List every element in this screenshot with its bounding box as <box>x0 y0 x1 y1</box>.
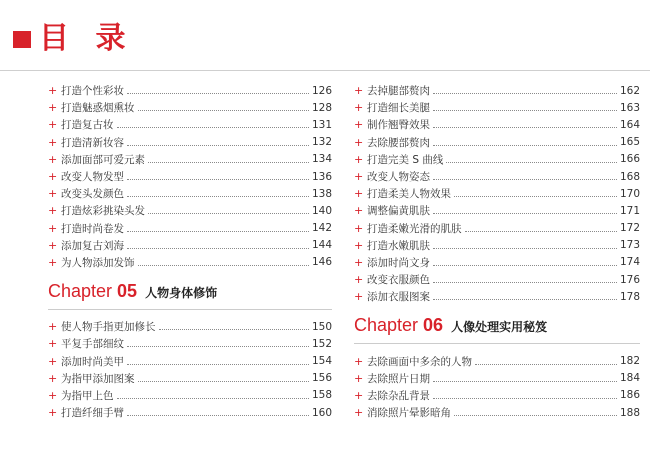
chapter-title: 人物身体修饰 <box>145 286 218 301</box>
chapter-title: 人像处理实用秘笈 <box>451 320 548 335</box>
plus-bullet-icon: + <box>48 118 58 132</box>
page-title: 目 录 <box>39 21 134 56</box>
toc-entry-page: 152 <box>311 337 332 350</box>
toc-entry <box>48 318 332 335</box>
toc-entry <box>48 168 332 185</box>
dot-leader <box>454 415 617 416</box>
toc-entry-page: 174 <box>619 256 640 269</box>
toc-entry-page: 176 <box>619 273 640 286</box>
toc-entry-title: 打造纤细手臂 <box>61 407 124 420</box>
toc-entry <box>354 202 640 219</box>
toc-entry-page: 166 <box>619 153 640 166</box>
toc-entry-title: 打造柔嫩光滑的肌肤 <box>367 222 462 235</box>
toc-entry-page: 138 <box>311 187 332 200</box>
toc-entry <box>354 387 640 404</box>
dot-leader <box>138 381 309 382</box>
plus-bullet-icon: + <box>48 135 58 149</box>
toc-entry-title: 改变头发颜色 <box>61 188 124 201</box>
toc-entry-title: 制作翘臀效果 <box>367 119 430 132</box>
dot-leader <box>117 398 309 399</box>
toc-entry <box>354 404 640 421</box>
toc-entry-title: 去除画面中多余的人物 <box>367 355 472 368</box>
dot-leader <box>127 364 309 365</box>
plus-bullet-icon: + <box>354 221 364 235</box>
chapter-entry-list <box>354 352 640 421</box>
toc-entry-title: 改变人物姿态 <box>367 171 430 184</box>
toc-entry <box>354 82 640 99</box>
dot-leader <box>433 299 617 300</box>
toc-entry <box>48 404 332 421</box>
plus-bullet-icon: + <box>354 84 364 98</box>
dot-leader <box>148 213 309 214</box>
toc-entry-title: 打造个性彩妆 <box>61 85 124 98</box>
toc-entry-page: 188 <box>619 406 640 419</box>
plus-bullet-icon: + <box>354 354 364 368</box>
toc-entry <box>48 352 332 369</box>
plus-bullet-icon: + <box>48 170 58 184</box>
plus-bullet-icon: + <box>48 354 58 368</box>
toc-entry-title: 去除照片日期 <box>367 372 430 385</box>
toc-entry <box>354 151 640 168</box>
chapter-heading <box>354 315 640 341</box>
toc-entry-page: 144 <box>311 239 332 252</box>
plus-bullet-icon: + <box>48 371 58 385</box>
chapter-word: Chapter <box>48 281 113 302</box>
toc-entry <box>354 99 640 116</box>
dot-leader <box>117 127 309 128</box>
dot-leader <box>159 329 309 330</box>
plus-bullet-icon: + <box>48 152 58 166</box>
toc-entry-page: 158 <box>311 389 332 402</box>
dot-leader <box>127 145 309 146</box>
toc-entry <box>354 220 640 237</box>
toc-entry-title: 打造完美 S 曲线 <box>367 153 444 166</box>
plus-bullet-icon: + <box>354 135 364 149</box>
plus-bullet-icon: + <box>354 187 364 201</box>
toc-entry <box>48 370 332 387</box>
toc-entry-title: 去除腰部赘肉 <box>367 136 430 149</box>
dot-leader <box>127 248 309 249</box>
toc-entry <box>48 335 332 352</box>
heading-square-icon <box>13 31 31 48</box>
toc-entry-page: 173 <box>619 239 640 252</box>
toc-entry-title: 改变人物发型 <box>61 171 124 184</box>
toc-column-left <box>48 82 332 421</box>
toc-entry-page: 165 <box>619 136 640 149</box>
dot-leader <box>127 179 309 180</box>
plus-bullet-icon: + <box>354 290 364 304</box>
plus-bullet-icon: + <box>48 238 58 252</box>
toc-entry-page: 150 <box>311 320 332 333</box>
dot-leader <box>454 196 617 197</box>
toc-entry <box>354 352 640 369</box>
toc-entry-page: 140 <box>311 204 332 217</box>
dot-leader <box>433 248 617 249</box>
plus-bullet-icon: + <box>48 337 58 351</box>
plus-bullet-icon: + <box>354 371 364 385</box>
plus-bullet-icon: + <box>354 406 364 420</box>
toc-entry-page: 160 <box>311 406 332 419</box>
dot-leader <box>433 127 617 128</box>
toc-entry <box>354 288 640 305</box>
toc-entry-title: 调整偏黄肌肤 <box>367 205 430 218</box>
chapter-number: 05 <box>117 281 138 302</box>
toc-entry <box>354 185 640 202</box>
toc-entry-page: 146 <box>311 256 332 269</box>
plus-bullet-icon: + <box>48 221 58 235</box>
toc-entry <box>48 387 332 404</box>
toc-entry-page: 132 <box>311 136 332 149</box>
toc-entry-title: 为指甲上色 <box>61 389 114 402</box>
plus-bullet-icon: + <box>354 388 364 402</box>
dot-leader <box>433 213 617 214</box>
toc-entry-title: 添加时尚美甲 <box>61 355 124 368</box>
toc-entry-title: 去掉腿部赘肉 <box>367 85 430 98</box>
toc-entry-page: 134 <box>311 153 332 166</box>
toc-entry-page: 126 <box>311 84 332 97</box>
dot-leader <box>433 179 617 180</box>
toc-entry-title: 打造水嫩肌肤 <box>367 239 430 252</box>
toc-entry-title: 消除照片晕影暗角 <box>367 407 451 420</box>
plus-bullet-icon: + <box>48 187 58 201</box>
toc-entry-title: 打造复古妆 <box>61 119 114 132</box>
toc-entry <box>354 254 640 271</box>
dot-leader <box>127 346 309 347</box>
dot-leader <box>127 231 309 232</box>
dot-leader <box>433 93 617 94</box>
plus-bullet-icon: + <box>354 255 364 269</box>
toc-entry-page: 162 <box>619 84 640 97</box>
toc-entry-title: 为指甲添加图案 <box>61 372 135 385</box>
toc-entry-page: 182 <box>619 355 640 368</box>
toc-entry-title: 添加面部可爱元素 <box>61 153 145 166</box>
toc-entry-title: 添加时尚文身 <box>367 256 430 269</box>
toc-entry-page: 163 <box>619 101 640 114</box>
toc-entry <box>48 99 332 116</box>
toc-entry <box>48 116 332 133</box>
toc-heading <box>13 22 133 56</box>
toc-entry-title: 添加复古刘海 <box>61 239 124 252</box>
toc-entry <box>48 151 332 168</box>
dot-leader <box>138 265 309 266</box>
chapter-word: Chapter <box>354 315 419 336</box>
toc-entry-title: 打造魅惑烟熏妆 <box>61 102 135 115</box>
plus-bullet-icon: + <box>48 255 58 269</box>
toc-entry-page: 136 <box>311 170 332 183</box>
toc-entry-title: 打造炫彩挑染头发 <box>61 205 145 218</box>
plus-bullet-icon: + <box>48 388 58 402</box>
heading-divider <box>0 70 650 71</box>
toc-entry-title: 使人物手指更加修长 <box>61 321 156 334</box>
toc-entry <box>48 237 332 254</box>
dot-leader <box>433 398 617 399</box>
toc-entry <box>48 134 332 151</box>
toc-entry-page: 156 <box>311 372 332 385</box>
plus-bullet-icon: + <box>354 118 364 132</box>
dot-leader <box>127 415 309 416</box>
toc-entry-title: 去除杂乱背景 <box>367 389 430 402</box>
toc-entry-page: 142 <box>311 222 332 235</box>
toc-entry-title: 打造清新妆容 <box>61 136 124 149</box>
toc-entry-page: 131 <box>311 118 332 131</box>
toc-entry-title: 平复手部细纹 <box>61 338 124 351</box>
toc-entry <box>48 185 332 202</box>
chapter-heading <box>48 281 332 307</box>
toc-entry-page: 168 <box>619 170 640 183</box>
dot-leader <box>148 162 309 163</box>
toc-entry-title: 为人物添加发饰 <box>61 256 135 269</box>
chapter-divider <box>48 309 332 310</box>
toc-entry-page: 170 <box>619 187 640 200</box>
dot-leader <box>433 110 617 111</box>
plus-bullet-icon: + <box>48 204 58 218</box>
toc-entry <box>354 237 640 254</box>
toc-entry-page: 128 <box>311 101 332 114</box>
toc-entry <box>48 254 332 271</box>
entry-list <box>354 82 640 305</box>
plus-bullet-icon: + <box>354 273 364 287</box>
dot-leader <box>475 364 617 365</box>
dot-leader <box>138 110 309 111</box>
dot-leader <box>446 162 617 163</box>
toc-entry-page: 186 <box>619 389 640 402</box>
dot-leader <box>433 265 617 266</box>
entry-list <box>48 82 332 271</box>
plus-bullet-icon: + <box>354 170 364 184</box>
toc-entry <box>354 134 640 151</box>
dot-leader <box>127 93 309 94</box>
dot-leader <box>433 145 617 146</box>
plus-bullet-icon: + <box>354 152 364 166</box>
plus-bullet-icon: + <box>354 238 364 252</box>
dot-leader <box>127 196 309 197</box>
chapter-divider <box>354 343 640 344</box>
chapter-entry-list <box>48 318 332 421</box>
toc-entry-title: 添加衣服图案 <box>367 291 430 304</box>
plus-bullet-icon: + <box>354 101 364 115</box>
toc-entry-page: 164 <box>619 118 640 131</box>
plus-bullet-icon: + <box>48 84 58 98</box>
toc-entry <box>48 82 332 99</box>
toc-entry-page: 154 <box>311 355 332 368</box>
plus-bullet-icon: + <box>48 101 58 115</box>
toc-entry <box>48 202 332 219</box>
plus-bullet-icon: + <box>48 406 58 420</box>
dot-leader <box>433 282 617 283</box>
dot-leader <box>433 381 617 382</box>
toc-entry-page: 178 <box>619 290 640 303</box>
toc-entry <box>354 168 640 185</box>
toc-entry <box>354 271 640 288</box>
toc-entry-title: 打造柔美人物效果 <box>367 188 451 201</box>
plus-bullet-icon: + <box>48 320 58 334</box>
toc-entry-title: 打造细长美腿 <box>367 102 430 115</box>
plus-bullet-icon: + <box>354 204 364 218</box>
toc-entry <box>48 220 332 237</box>
dot-leader <box>465 231 617 232</box>
toc-column-right <box>354 82 640 421</box>
toc-entry-page: 172 <box>619 222 640 235</box>
toc-entry-title: 改变衣服颜色 <box>367 274 430 287</box>
toc-entry-page: 184 <box>619 372 640 385</box>
chapter-number: 06 <box>423 315 444 336</box>
toc-entry-title: 打造时尚卷发 <box>61 222 124 235</box>
toc-entry <box>354 116 640 133</box>
toc-entry-page: 171 <box>619 204 640 217</box>
toc-entry <box>354 370 640 387</box>
